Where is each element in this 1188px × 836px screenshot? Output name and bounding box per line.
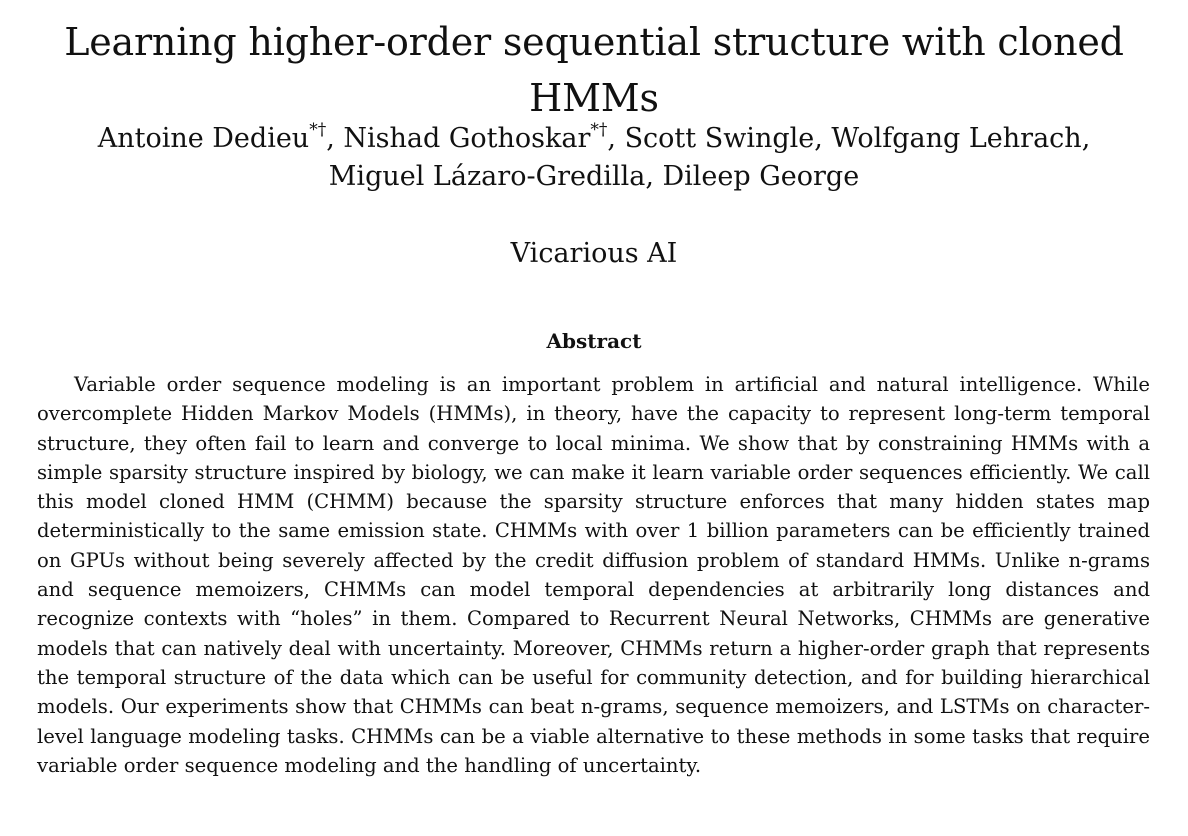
abstract-text: Variable order sequence modeling is an important problem in artificial and natural intelligence. While overcomplete Hidden Markov Models (HMMs), in theory, have the capacity to represent long-term temporal structure, they often fail to learn and converge to local minima. We show that by constraining HMMs with a simple sparsity structure inspired by biology, we can make it learn variable order sequences efficiently. We call this model cloned HMM (CHMM) because the sparsity structure enforces that many hidden states map deterministically to the same emission state. CHMMs with over 1 billion parameters can be efficiently trained on GPUs without being severely affected by the credit diffusion problem of standard HMMs. Unlike n-grams and sequence memoizers, CHMMs can model temporal dependencies at arbitrarily long distances and recognize contexts with “holes” in them. Compared to Recurrent Neural Networks, CHMMs are generative models that can natively deal with uncertainty. Moreover, CHMMs return a higher-order graph that represents the temporal structure of the data which can be useful for community detection, and for building hierarchical models. Our experiments show that CHMMs can beat n-grams, sequence memoizers, and LSTMs on character-level language modeling tasks. CHMMs can be a viable alternative to these methods in some tasks that require variable order sequence modeling and the handling of uncertainty. (37, 373, 1150, 777)
author-separator: , (1081, 123, 1091, 154)
author-list (0, 120, 1188, 196)
abstract-heading: Abstract (546, 329, 642, 353)
author-name: Nishad Gothoskar (343, 123, 591, 154)
author-separator: , (607, 123, 625, 154)
author-affiliation-mark: *† (590, 120, 608, 140)
affiliation: Vicarious AI (510, 238, 678, 269)
paper-title: Learning higher-order sequential structure with cloned HMMs (64, 20, 1124, 120)
author-name: Dileep George (662, 161, 860, 192)
author-affiliation-mark: *† (309, 120, 327, 140)
author-line-2 (0, 158, 1188, 196)
author-name: Miguel Lázaro-Gredilla (328, 161, 646, 192)
author-separator: , (814, 123, 832, 154)
author-name: Antoine Dedieu (97, 123, 310, 154)
author-separator: , (645, 161, 663, 192)
author-name: Scott Swingle (624, 123, 815, 154)
author-separator: , (326, 123, 344, 154)
author-line-1 (0, 120, 1188, 158)
author-name: Wolfgang Lehrach (831, 123, 1082, 154)
